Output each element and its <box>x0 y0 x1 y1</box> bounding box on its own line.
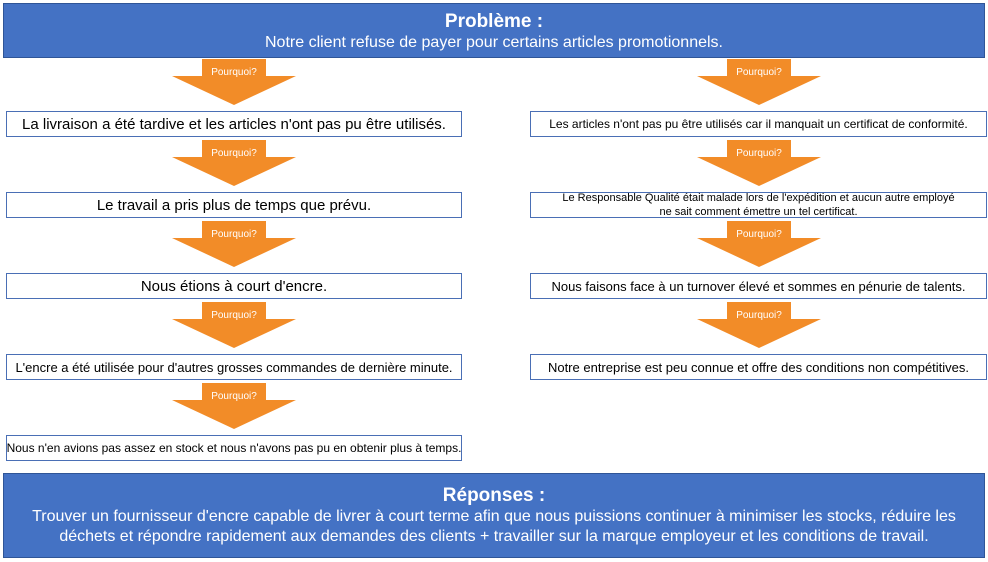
left-cause-2: Le travail a pris plus de temps que prévu. <box>6 192 462 218</box>
answers-banner <box>3 473 985 558</box>
why-arrow-label: Pourquoi? <box>211 310 257 321</box>
why-arrow <box>172 221 296 267</box>
problem-text: Notre client refuse de payer pour certains articles promotionnels. <box>265 34 723 51</box>
why-arrow-label: Pourquoi? <box>736 67 782 78</box>
why-arrow <box>172 140 296 186</box>
why-arrow <box>172 383 296 429</box>
why-arrow <box>697 302 821 348</box>
answers-text: Trouver un fournisseur d'encre capable de livrer à court terme afin que nous puissions continuer à minimiser les stocks, réduire les déchets et répondre rapidement aux demandes des clients + travailler sur la marque employeur et les conditions de travail. <box>32 508 956 545</box>
left-cause-4: L'encre a été utilisée pour d'autres grosses commandes de dernière minute. <box>6 354 462 380</box>
why-arrow <box>172 59 296 105</box>
why-arrow-label: Pourquoi? <box>211 148 257 159</box>
left-cause-3: Nous étions à court d'encre. <box>6 273 462 299</box>
left-cause-5: Nous n'en avions pas assez en stock et nous n'avons pas pu en obtenir plus à temps. <box>6 435 462 461</box>
answers-title: Réponses : <box>442 485 546 506</box>
why-arrow <box>697 140 821 186</box>
why-arrow-label: Pourquoi? <box>736 310 782 321</box>
why-arrow-label: Pourquoi? <box>211 229 257 240</box>
right-cause-4: Notre entreprise est peu connue et offre des conditions non compétitives. <box>530 354 987 380</box>
why-arrow <box>697 59 821 105</box>
problem-banner <box>3 3 985 58</box>
why-arrow-label: Pourquoi? <box>211 391 257 402</box>
right-cause-2: Le Responsable Qualité était malade lors de l'expédition et aucun autre employé ne sait comment émettre un tel certificat. <box>530 192 987 218</box>
why-arrow-label: Pourquoi? <box>736 229 782 240</box>
right-cause-3: Nous faisons face à un turnover élevé et sommes en pénurie de talents. <box>530 273 987 299</box>
right-cause-1: Les articles n'ont pas pu être utilisés car il manquait un certificat de conformité. <box>530 111 987 137</box>
why-arrow <box>697 221 821 267</box>
why-arrow <box>172 302 296 348</box>
why-arrow-label: Pourquoi? <box>736 148 782 159</box>
problem-title: Problème : <box>444 11 544 32</box>
why-arrow-label: Pourquoi? <box>211 67 257 78</box>
left-cause-1: La livraison a été tardive et les articles n'ont pas pu être utilisés. <box>6 111 462 137</box>
